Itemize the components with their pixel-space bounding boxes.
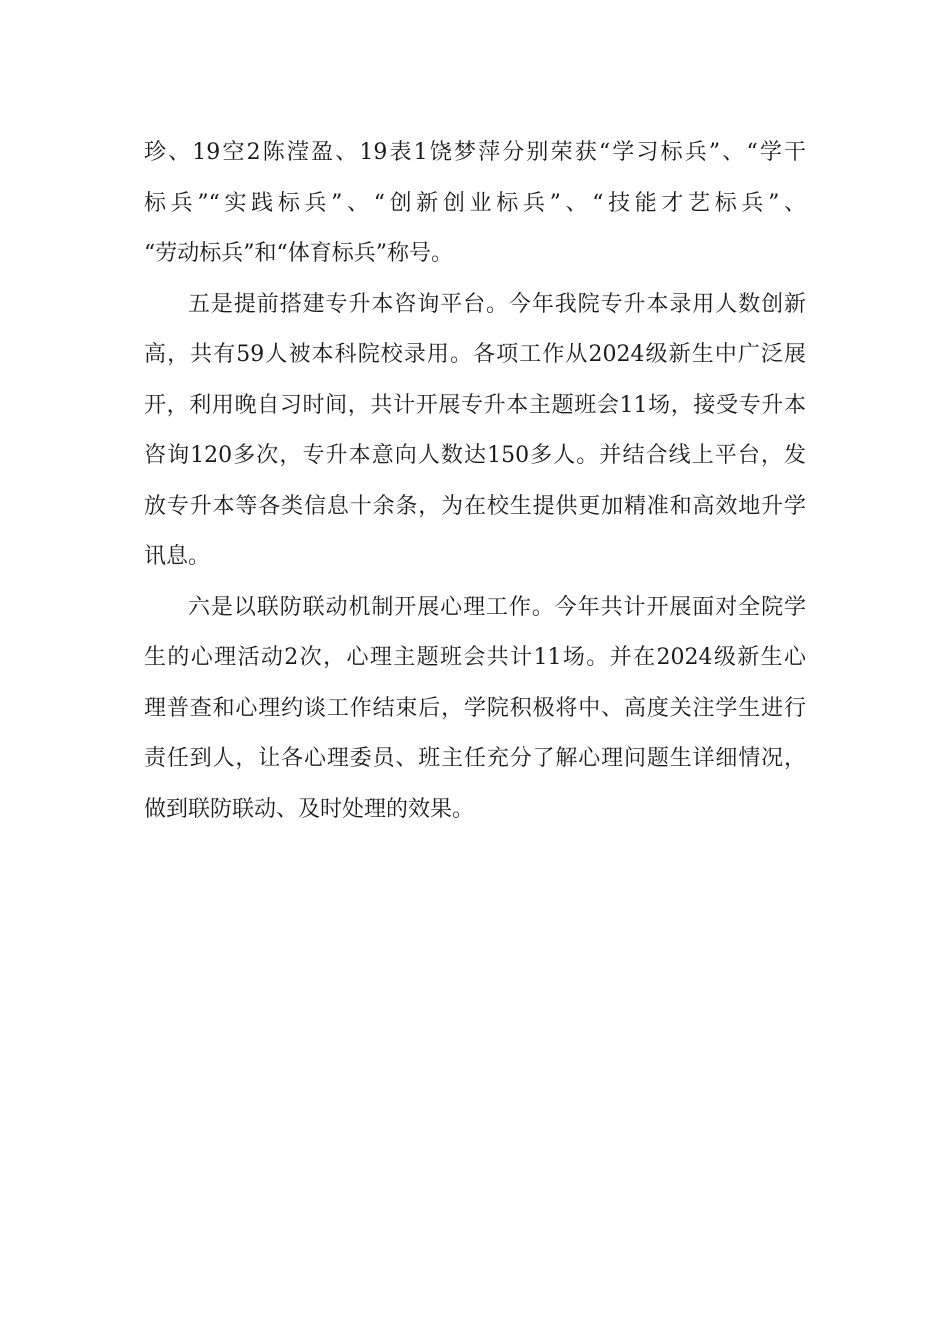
text-line: 六是以联防联动机制开展心理工作。今年共计开展面对全院学: [188, 594, 806, 620]
text-line: 开，利用晚自习时间，共计开展专升本主题班会11场，接受专升本: [144, 392, 806, 418]
document-body: [144, 128, 806, 835]
text-line: 珍、19空2陈滢盈、19表1饶梦萍分别荣获“学习标兵”、“学干: [144, 140, 806, 165]
text-line: 做到联防联动、及时处理的效果。: [144, 796, 475, 822]
text-line: 高，共有59人被本科院校录用。各项工作从2024级新生中广泛展: [144, 342, 806, 367]
text-line: 生的心理活动2次，心理主题班会共计11场。并在2024级新生心: [144, 645, 806, 670]
text-line: 咨询120多次，专升本意向人数达150多人。并结合线上平台，发: [144, 443, 806, 468]
text-line: 五是提前搭建专升本咨询平台。今年我院专升本录用人数创新: [188, 291, 806, 317]
paragraph-p2: [144, 280, 806, 583]
text-line: 讯息。: [144, 544, 211, 569]
paragraph-p1: [144, 128, 806, 280]
paragraph-p3: [144, 583, 806, 836]
text-line: 放专升本等各类信息十余条，为在校生提供更加精准和高效地升学: [144, 493, 806, 519]
text-line: “劳动标兵”和“体育标兵”称号。: [144, 241, 453, 266]
text-line: 责任到人，让各心理委员、班主任充分了解心理问题生详细情况，: [144, 746, 806, 771]
text-line: 标兵”“实践标兵”、“创新创业标兵”、“技能才艺标兵”、: [144, 190, 806, 216]
text-line: 理普查和心理约谈工作结束后，学院积极将中、高度关注学生进行: [144, 695, 806, 721]
